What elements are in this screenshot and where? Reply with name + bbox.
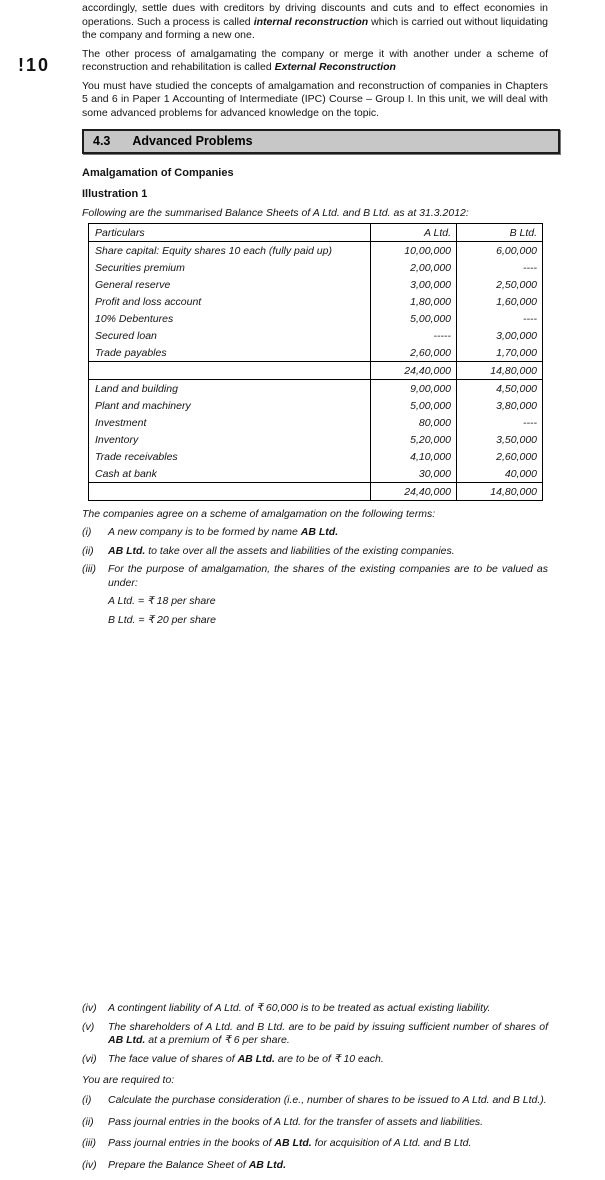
section-number: 4.3 <box>93 134 111 148</box>
list-item-text <box>108 1159 548 1173</box>
valuation-line: B Ltd. = ₹ 20 per share <box>108 613 216 626</box>
amount-cell: 24,40,000 <box>371 483 457 501</box>
particulars-cell: Secured loan <box>89 327 371 344</box>
page-gap <box>82 632 548 1002</box>
column-header: Particulars <box>89 224 371 242</box>
list-item-text <box>108 563 548 590</box>
list-item <box>82 545 548 559</box>
amount-cell: 80,000 <box>371 414 457 431</box>
required-list <box>82 1094 548 1172</box>
list-item <box>82 1002 548 1016</box>
table-row <box>89 448 543 465</box>
agreement-line: The companies agree on a scheme of amalgamation on the following terms: <box>82 508 436 520</box>
table-row <box>89 276 543 293</box>
particulars-cell: Land and building <box>89 380 371 398</box>
paragraph <box>82 2 548 43</box>
list-item-number: (iv) <box>82 1158 97 1171</box>
bold-text-run: AB Ltd. <box>274 1137 312 1149</box>
heading-illustration: Illustration 1 <box>82 188 148 200</box>
text-run: The face value of shares of <box>108 1052 238 1065</box>
paragraph <box>82 48 548 75</box>
amount-cell: ---- <box>457 259 543 276</box>
amount-cell: 4,10,000 <box>371 448 457 465</box>
particulars-cell: General reserve <box>89 276 371 293</box>
text-run: for acquisition of A Ltd. and B Ltd. <box>311 1137 472 1149</box>
valuation-line: A Ltd. = ₹ 18 per share <box>108 595 216 607</box>
amount-cell: 14,80,000 <box>457 483 543 501</box>
list-item <box>82 1116 548 1130</box>
terms-list-continued <box>82 1002 548 1066</box>
column-header: A Ltd. <box>371 224 457 242</box>
amount-cell: 1,70,000 <box>457 344 543 362</box>
text-run: For the purpose of amalgamation, the shares of the existing companies are to be valued as under: <box>108 563 548 589</box>
amount-cell: ---- <box>457 310 543 327</box>
section-title: Advanced Problems <box>132 134 253 148</box>
amount-cell: 3,50,000 <box>457 431 543 448</box>
particulars-cell: 10% Debentures <box>89 310 371 327</box>
required-intro: You are required to: <box>82 1074 175 1086</box>
list-item-text <box>108 545 548 559</box>
bold-text-run: AB Ltd. <box>108 544 146 557</box>
particulars-cell: Cash at bank <box>89 465 371 483</box>
table-row <box>89 259 543 276</box>
margin-marker: !10 <box>18 55 51 75</box>
section-header <box>82 129 560 154</box>
amount-cell: 40,000 <box>457 465 543 483</box>
list-item <box>82 1053 548 1067</box>
amount-cell: 1,80,000 <box>371 293 457 310</box>
table-row <box>89 344 543 362</box>
table-row <box>89 414 543 431</box>
text-run: A new company is to be formed by name <box>108 526 301 538</box>
list-item-number: (ii) <box>82 544 94 557</box>
list-item <box>82 1159 548 1173</box>
table-row <box>89 327 543 344</box>
amount-cell: 10,00,000 <box>371 242 457 260</box>
list-item-text <box>108 526 548 540</box>
table-header-row <box>89 224 543 242</box>
particulars-cell: Trade receivables <box>89 448 371 465</box>
balance-sheet-table <box>88 223 543 501</box>
paragraph <box>82 80 548 121</box>
amount-cell: 3,00,000 <box>457 327 543 344</box>
amount-cell: 2,50,000 <box>457 276 543 293</box>
table-row <box>89 310 543 327</box>
amount-cell: ----- <box>371 327 457 344</box>
list-item-text <box>108 1094 548 1108</box>
list-item-text <box>108 1021 548 1048</box>
list-item-number: (i) <box>82 526 92 538</box>
list-item <box>82 1021 548 1048</box>
list-item-number: (iii) <box>82 563 96 575</box>
particulars-cell: Plant and machinery <box>89 397 371 414</box>
bold-text-run: AB Ltd. <box>248 1158 287 1171</box>
text-run: You must have studied the concepts of amalgamation and reconstruction of companies in Chapters 5 and 6 in Paper 1 Accounting of Intermediate (IPC) Course – Group I. In this unit, we will deal with some advanced problems for advanced knowledge on the topic. <box>82 79 548 119</box>
particulars-cell <box>89 362 371 380</box>
page-content <box>82 2 548 1180</box>
amount-cell: 24,40,000 <box>371 362 457 380</box>
amount-cell: 6,00,000 <box>457 242 543 260</box>
text-run: A contingent liability of A Ltd. of ₹ 60,000 is to be treated as actual existing liability. <box>108 1002 491 1014</box>
text-run: Pass journal entries in the books of <box>108 1137 275 1149</box>
list-item <box>82 1137 548 1151</box>
intro-paragraphs <box>82 2 548 120</box>
table-row <box>89 242 543 260</box>
bold-text-run: AB Ltd. <box>108 1034 146 1046</box>
list-item-text <box>108 1002 548 1016</box>
amount-cell: 3,00,000 <box>371 276 457 293</box>
text-run: are to be of ₹ 10 each. <box>274 1052 384 1065</box>
particulars-cell: Inventory <box>89 431 371 448</box>
text-run: to take over all the assets and liabilities of the existing companies. <box>145 544 455 557</box>
text-run: which is carried out without liquidating the company and forming a new one. <box>82 15 548 41</box>
particulars-cell: Profit and loss account <box>89 293 371 310</box>
bold-text-run: internal reconstruction <box>253 15 369 28</box>
total-row <box>89 483 543 501</box>
total-row <box>89 362 543 380</box>
amount-cell: 5,20,000 <box>371 431 457 448</box>
heading-amalgamation: Amalgamation of Companies <box>82 167 234 179</box>
list-item <box>82 1094 548 1108</box>
table-row <box>89 431 543 448</box>
list-item-number: (iii) <box>82 1137 96 1149</box>
amount-cell: ---- <box>457 414 543 431</box>
list-item-number: (iv) <box>82 1002 97 1014</box>
valuations <box>82 595 548 626</box>
column-header: B Ltd. <box>457 224 543 242</box>
amount-cell: 3,80,000 <box>457 397 543 414</box>
amount-cell: 5,00,000 <box>371 397 457 414</box>
list-item-text <box>108 1137 548 1151</box>
particulars-cell: Share capital: Equity shares 10 each (fully paid up) <box>89 242 371 260</box>
amount-cell: 1,60,000 <box>457 293 543 310</box>
text-run: at a premium of ₹ 6 per share. <box>145 1034 290 1046</box>
amount-cell: 14,80,000 <box>457 362 543 380</box>
list-item-text <box>108 1116 548 1130</box>
bold-text-run: External Reconstruction <box>274 61 396 73</box>
list-item-text <box>108 1053 548 1067</box>
particulars-cell: Investment <box>89 414 371 431</box>
terms-list <box>82 526 548 590</box>
list-item-number: (i) <box>82 1094 92 1106</box>
list-item <box>82 563 548 590</box>
text-run: The shareholders of A Ltd. and B Ltd. are to be paid by issuing sufficient number of shares of <box>108 1020 548 1033</box>
amount-cell: 30,000 <box>371 465 457 483</box>
amount-cell: 9,00,000 <box>371 380 457 398</box>
list-item <box>82 526 548 540</box>
list-item-number: (v) <box>82 1020 95 1033</box>
particulars-cell: Securities premium <box>89 259 371 276</box>
text-run: Pass journal entries in the books of A Ltd. for the transfer of assets and liabilities. <box>108 1115 484 1128</box>
text-run: accordingly, settle dues with creditors by driving discounts and cuts and to effect economies in operations. Such a process is called <box>82 2 548 28</box>
text-run: The other process of amalgamating the company or merge it with another under a scheme of reconstruction and rehabilitation is called <box>82 47 548 73</box>
text-run: Calculate the purchase consideration (i.e., number of shares to be issued to A Ltd. and B Ltd.). <box>108 1094 547 1106</box>
particulars-cell: Trade payables <box>89 344 371 362</box>
amount-cell: 2,00,000 <box>371 259 457 276</box>
table-row <box>89 465 543 483</box>
text-run: Prepare the Balance Sheet of <box>108 1158 249 1171</box>
particulars-cell <box>89 483 371 501</box>
amount-cell: 4,50,000 <box>457 380 543 398</box>
list-item-number: (vi) <box>82 1052 97 1065</box>
bold-text-run: AB Ltd. <box>237 1052 275 1065</box>
table-row <box>89 293 543 310</box>
table-row <box>89 380 543 398</box>
bold-text-run: AB Ltd. <box>300 526 339 538</box>
list-item-number: (ii) <box>82 1115 94 1128</box>
amount-cell: 5,00,000 <box>371 310 457 327</box>
table-row <box>89 397 543 414</box>
balance-sheet-caption: Following are the summarised Balance Sheets of A Ltd. and B Ltd. as at 31.3.2012: <box>82 207 469 219</box>
amount-cell: 2,60,000 <box>457 448 543 465</box>
amount-cell: 2,60,000 <box>371 344 457 362</box>
